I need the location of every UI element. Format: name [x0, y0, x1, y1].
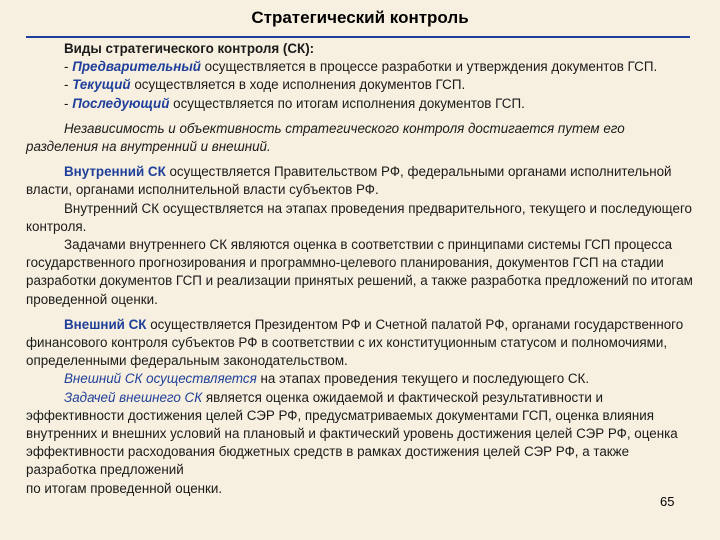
dash: -: [64, 59, 73, 75]
external-sk-text-2: на этапах проведения текущего и последующего СК.: [256, 371, 590, 387]
internal-sk-paragraph-3: Задачами внутреннего СК являются оценка в соответствии с принципами системы ГСП процесса государственного прогнозирования и программно-целевого планирования, документов ГСП на стадии разработки документов ГСП и реализации принятых решений, а также разработка предложений по итогам проведенной оценки.: [26, 237, 693, 307]
internal-sk-paragraph-2: Внутренний СК осуществляется на этапах проведения предварительного, текущего и последующего контроля.: [26, 200, 692, 234]
preliminary-text: осуществляется в процессе разработки и утверждения документов ГСП.: [200, 59, 658, 75]
internal-sk-text-1: осуществляется Правительством РФ, федеральными органами исполнительной власти, органами исполнительной власти субъектов РФ.: [26, 164, 672, 198]
sk-types-block-2: [26, 76, 696, 112]
term-current: Текущий: [72, 77, 131, 93]
sk-types-block: [26, 40, 696, 76]
sk-types-heading: Виды стратегического контроля (СК):: [64, 41, 315, 56]
dash: -: [64, 95, 73, 111]
slide-body: [26, 40, 696, 498]
sk-type-preliminary: [64, 58, 696, 76]
external-sk-text-1: осуществляется Президентом РФ и Счетной палатой РФ, органами государственного финансового контроля субъектов РФ в соответствии с их конституционным статусом и полномочиями, определенными федеральным законодательством.: [26, 316, 684, 369]
page-number: 65: [660, 494, 675, 509]
sk-type-current: [64, 76, 696, 94]
slide-title: Стратегический контроль: [251, 8, 469, 27]
term-external-sk-task: Задачей внешнего СК: [64, 389, 203, 405]
independence-paragraph: Независимость и объективность стратегического контроля достигается путем его разделения на внутренний и внешний.: [26, 120, 625, 155]
internal-sk-paragraph-1: [26, 163, 696, 199]
term-external-sk: Внешний СК: [64, 316, 147, 332]
external-sk-paragraph-3: [26, 389, 696, 498]
external-sk-text-3-last: по итогам проведенной оценки.: [26, 480, 223, 496]
external-sk-text-3: является оценка ожидаемой и фактической результативности и эффективности достижения целей СЭР РФ, предусматриваемых документами ГСП, оценка влияния внутренних и внешних условий на плановый и фактический уровень достижения целей СЭР РФ, оценка эффективности расходования бюджетных средств в рамках достижения целей СЭР РФ, а также разработка предложений: [26, 389, 678, 478]
term-internal-sk: Внутренний СК: [64, 164, 166, 180]
title-divider: [26, 36, 690, 38]
external-sk-paragraph-1: [26, 316, 696, 371]
term-preliminary: Предварительный: [72, 59, 201, 75]
sk-type-subsequent: [64, 95, 696, 113]
term-external-sk-stages: Внешний СК осуществляется: [64, 371, 257, 387]
subsequent-text: осуществляется по итогам исполнения документов ГСП.: [169, 95, 525, 111]
current-text: осуществляется в ходе исполнения документов ГСП.: [130, 77, 466, 93]
term-subsequent: Последующий: [72, 95, 170, 111]
external-sk-paragraph-2: [26, 370, 696, 388]
dash: -: [64, 77, 73, 93]
